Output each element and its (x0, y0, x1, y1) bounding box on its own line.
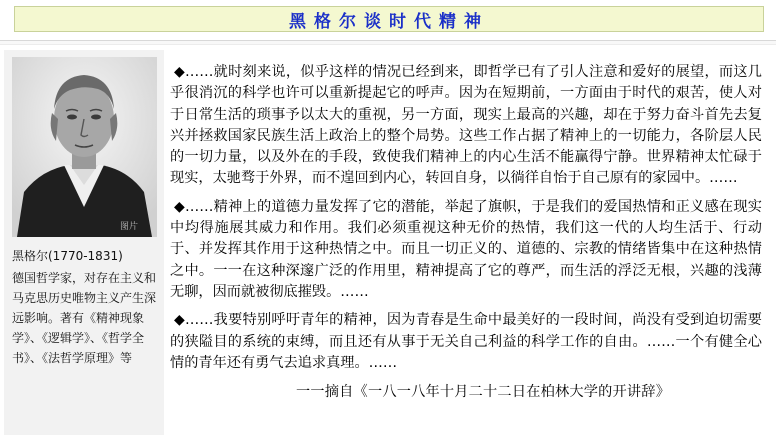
diamond-bullet-icon: ◆ (174, 312, 186, 329)
philosopher-name: 黑格尔(1770-1831) (12, 249, 123, 263)
title-bar (0, 0, 776, 36)
diamond-bullet-icon: ◆ (174, 64, 186, 80)
hegel-portrait (12, 57, 157, 237)
header-divider (0, 40, 776, 45)
page-title: 黑格尔谈时代精神 (289, 11, 489, 32)
article-attribution: 一一摘自《一八一八年十月二十二日在柏林大学的开讲辞》 (296, 384, 671, 401)
paragraph-text: ……我要特别呼吁青年的精神，因为青春是生命中最美好的一段时间，尚没有受到迫切需要的狭隘目的系统的束缚，而且还有从事于无关自己利益的科学工作的自由。……一个有健全心情的青年还有勇气去追求真理。…… (170, 312, 762, 371)
article-paragraph (170, 62, 762, 190)
article-paragraph (170, 310, 762, 374)
diamond-bullet-icon: ◆ (174, 198, 186, 215)
title-box (14, 6, 764, 32)
sidebar-panel (4, 50, 164, 435)
philosopher-description: 德国哲学家，对存在主义和马克思历史唯物主义产生深远影响。著有《精神现象学》、《逻辑学》、《哲学全书》、《法哲学原理》等 (12, 271, 157, 365)
portrait-caption (12, 246, 164, 368)
portrait-image (12, 57, 157, 237)
article-paragraph (170, 197, 762, 303)
paragraph-text: ……就时刻来说，似乎这样的情况已经到来，即哲学已有了引人注意和爱好的展望，而这几乎很消沉的科学也许可以重新提起它的呼声。因为在短期前，一方面由于时代的艰苦，使人对于日常生活的琐事予以太大的重视，另一方面，现实上最高的兴趣，却在于努力奋斗首先去复兴并拯救国家民族生活上政治上的整个局势。这些工作占据了精神上的一切能力，各阶层人民的一切力量，以及外在的手段，致使我们精神上的内心生活不能赢得宁静。世界精神太忙碌于现实，太驰骛于外界，而不遑回到内心，转回自身，以徜徉自怡于自己原有的家园中。…… (170, 64, 762, 187)
paragraph-text: ……精神上的道德力量发挥了它的潜能，举起了旗帜，于是我们的爱国热情和正义感在现实中均得施展其威力和作用。我们必须重视这种无价的热情，我们这一代的人均生活于、行动于、并发挥其作用于这种热情之中。而且一切正义的、道德的、宗教的情绪皆集中在这种热情之中。一一在这种深邃广泛的作用里，精神提高了它的尊严，而生活的浮泛无根，兴趣的浅薄无聊，因而就被彻底摧毁。…… (170, 198, 762, 300)
article-body (170, 62, 762, 403)
svg-text:图片: 图片 (120, 222, 139, 232)
